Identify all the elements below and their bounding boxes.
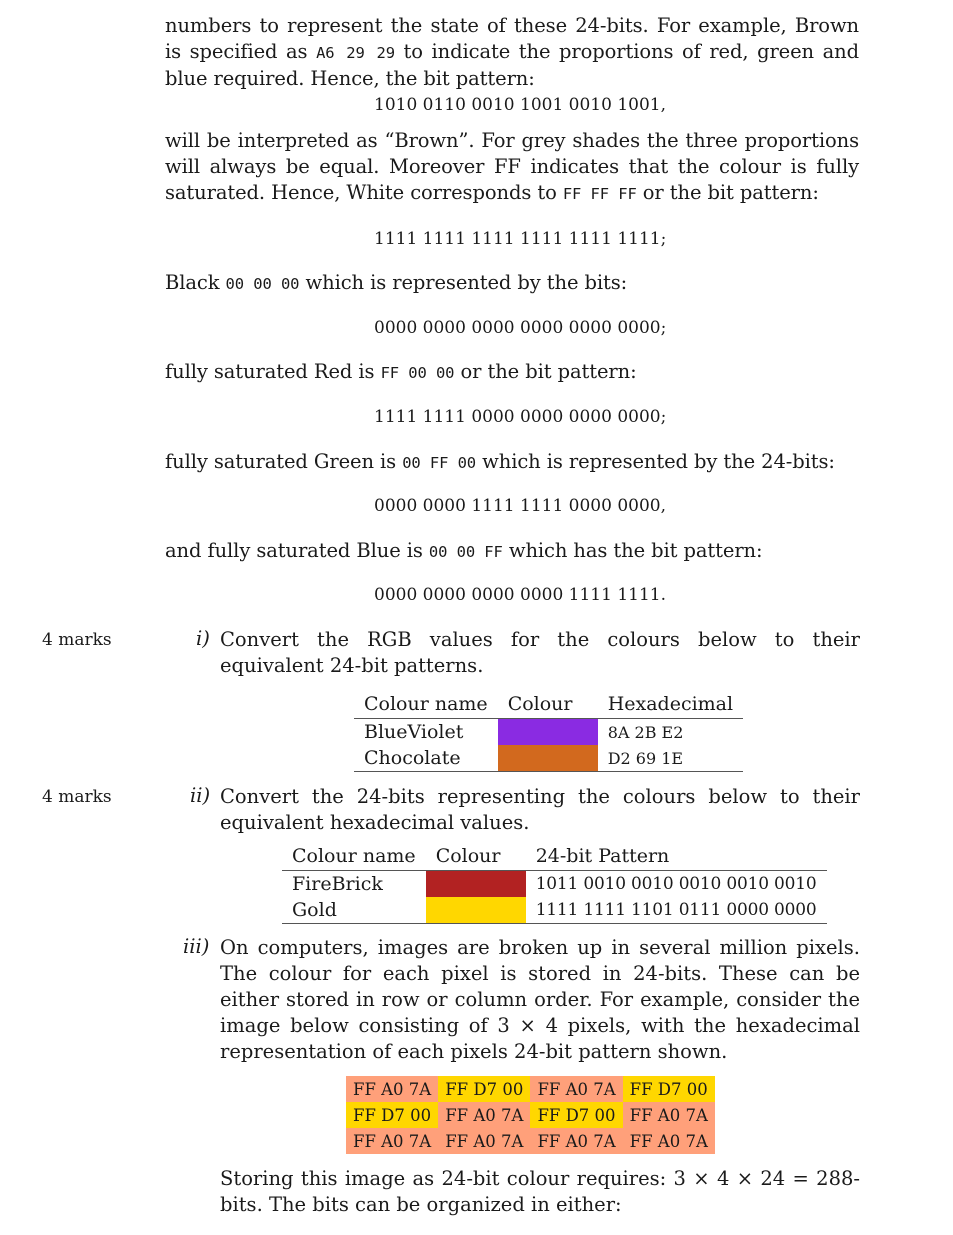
blue-hex: 00 00 FF xyxy=(428,543,503,561)
red-text-tail: or the bit pattern: xyxy=(460,360,637,383)
green-paragraph xyxy=(165,449,859,476)
blue-bit-pattern: 0000 0000 0000 0000 1111 1111. xyxy=(374,585,667,605)
bit-pattern-value: 1111 1111 1101 0111 0000 0000 xyxy=(526,897,827,924)
intro-text-tail: to indicate the proportions of red, green and blue required. Hence, the bit pattern: xyxy=(165,40,859,90)
pixel-cell: FF A0 7A xyxy=(346,1076,438,1102)
pixel-cell: FF D7 00 xyxy=(623,1076,715,1102)
pixel-row xyxy=(346,1102,715,1128)
black-text-tail: which is represented by the bits: xyxy=(305,271,628,294)
colour-swatch xyxy=(426,871,526,898)
intro-paragraph xyxy=(165,13,859,92)
q2-header-name: Colour name xyxy=(282,842,426,871)
q2-header-pattern: 24-bit Pattern xyxy=(526,842,827,871)
red-hex: FF 00 00 xyxy=(380,364,455,382)
pixel-cell: FF A0 7A xyxy=(623,1102,715,1128)
colour-swatch xyxy=(498,745,598,772)
q2-label: ii) xyxy=(190,784,211,807)
colour-swatch xyxy=(498,719,598,746)
pixel-cell: FF A0 7A xyxy=(530,1128,622,1154)
q3-label: iii) xyxy=(183,935,210,958)
hex-value: D2 69 1E xyxy=(598,745,743,772)
pixel-cell: FF D7 00 xyxy=(346,1102,438,1128)
black-label: Black xyxy=(165,271,220,294)
colour-name: BlueViolet xyxy=(364,721,464,743)
red-label: fully saturated Red is xyxy=(165,360,375,383)
colour-name: Chocolate xyxy=(354,745,498,772)
grey-explanation: will be interpreted as “Brown”. For grey shades the three proportions will always be equal. Moreover FF indicates that the colour is fully saturated. Hence, White corresponds to xyxy=(165,129,859,204)
red-paragraph xyxy=(165,359,859,386)
pixel-cell: FF A0 7A xyxy=(530,1076,622,1102)
table-row xyxy=(282,871,827,898)
black-paragraph xyxy=(165,270,859,297)
green-bit-pattern: 0000 0000 1111 1111 0000 0000, xyxy=(374,496,667,516)
pixel-cell: FF D7 00 xyxy=(530,1102,622,1128)
pixel-cell: FF A0 7A xyxy=(438,1128,530,1154)
pixel-cell: FF A0 7A xyxy=(623,1128,715,1154)
q2-colour-table xyxy=(282,842,827,924)
black-bit-pattern: 0000 0000 0000 0000 0000 0000; xyxy=(374,318,667,338)
green-label: fully saturated Green is xyxy=(165,450,397,473)
white-bit-pattern: 1111 1111 1111 1111 1111 1111; xyxy=(374,229,667,249)
bit-pattern-value: 1011 0010 0010 0010 0010 0010 xyxy=(535,874,817,894)
blue-text-tail: which has the bit pattern: xyxy=(508,539,763,562)
q1-header-colour: Colour xyxy=(498,690,598,719)
green-hex: 00 FF 00 xyxy=(402,454,477,472)
q1-marks: 4 marks xyxy=(42,630,112,650)
table-row xyxy=(354,745,743,772)
blue-paragraph xyxy=(165,538,859,565)
q1-colour-table xyxy=(354,690,743,772)
pixel-cell: FF A0 7A xyxy=(346,1128,438,1154)
table-row xyxy=(354,719,743,746)
blue-label: and fully saturated Blue is xyxy=(165,539,423,562)
green-text-tail: which is represented by the 24-bits: xyxy=(482,450,835,473)
q2-header-row xyxy=(282,842,827,871)
q3-text: On computers, images are broken up in several million pixels. The colour for each pixel is stored in 24-bits. These can be either stored in row or column order. For example, consider the image below consisting of 3 × 4 pixels, with the hexadecimal representation of each pixels 24-bit pattern shown. xyxy=(220,936,860,1063)
q1-label: i) xyxy=(196,627,210,650)
colour-name: Gold xyxy=(282,897,426,924)
hex-value: 8A 2B E2 xyxy=(607,722,684,742)
q1-header-row xyxy=(354,690,743,719)
colour-name: FireBrick xyxy=(292,873,383,895)
q1-text: Convert the RGB values for the colours below to their equivalent 24-bit patterns. xyxy=(220,628,860,677)
q1-header-hex: Hexadecimal xyxy=(598,690,743,719)
pixel-cell: FF D7 00 xyxy=(438,1076,530,1102)
pixel-row xyxy=(346,1076,715,1102)
black-hex: 00 00 00 xyxy=(225,275,300,293)
white-paragraph xyxy=(165,128,859,207)
q3-footer: Storing this image as 24-bit colour requires: 3 × 4 × 24 = 288-bits. The bits can be organized in either: xyxy=(220,1167,860,1216)
table-row xyxy=(282,897,827,924)
pixel-cell: FF A0 7A xyxy=(438,1102,530,1128)
q2-header-colour: Colour xyxy=(426,842,526,871)
q2-marks: 4 marks xyxy=(42,787,112,807)
intro-text: numbers to represent the state of these 24-bits. For example, Brown is specified as xyxy=(165,14,859,63)
q2-text: Convert the 24-bits representing the colours below to their equivalent hexadecimal values. xyxy=(220,785,860,834)
pixel-grid xyxy=(346,1076,715,1154)
red-bit-pattern: 1111 1111 0000 0000 0000 0000; xyxy=(374,407,667,427)
brown-bit-pattern: 1010 0110 0010 1001 0010 1001, xyxy=(374,95,667,115)
colour-swatch xyxy=(426,897,526,924)
q1-header-name: Colour name xyxy=(354,690,498,719)
white-hex: FF FF FF xyxy=(562,185,637,203)
white-text-tail: or the bit pattern: xyxy=(642,181,819,204)
brown-hex: A6 29 29 xyxy=(316,44,395,62)
pixel-row xyxy=(346,1128,715,1154)
